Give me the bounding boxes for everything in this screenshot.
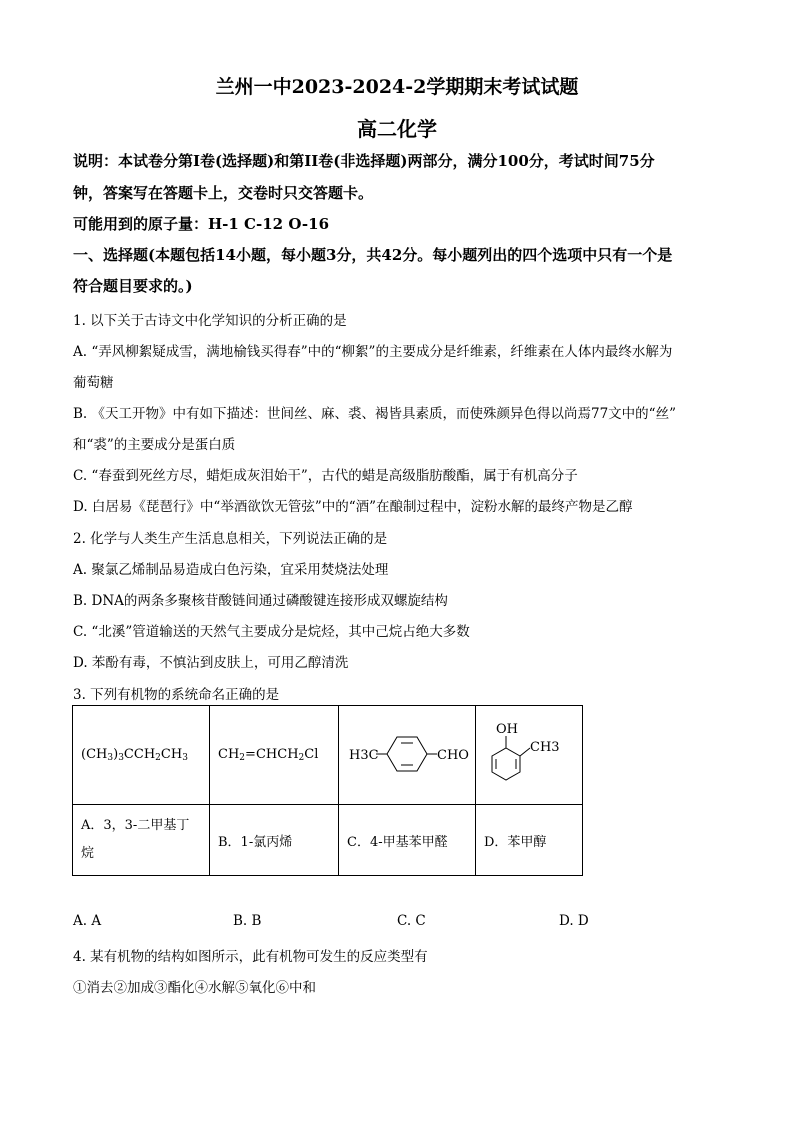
q3-structure-table xyxy=(72,705,583,876)
q1-option-d: D. 白居易《琵琶行》中“举酒欲饮无管弦”中的“酒”在酿制过程中，淀粉水解的最终产物是乙醇 xyxy=(73,499,633,515)
q3-name-d: D．苯甲醇 xyxy=(484,834,547,850)
q3-cell-formula-b xyxy=(210,706,339,805)
exam-subtitle: 高二化学 xyxy=(357,117,437,141)
instructions-line1: 说明：本试卷分第I卷(选择题)和第II卷(非选择题)两部分，满分100分，考试时间75分 xyxy=(73,152,655,170)
q3-name-a-line2: 烷 xyxy=(81,846,95,861)
q1-stem: 1. 以下关于古诗文中化学知识的分析正确的是 xyxy=(73,313,347,329)
q3-answer-d: D. D xyxy=(559,913,589,929)
q1-option-b-line1: B. 《天工开物》中有如下描述：世间丝、麻、裘、褐皆具素质，而使殊颜异色得以尚焉77文中的“丝” xyxy=(73,406,676,422)
q2-option-a: A. 聚氯乙烯制品易造成白色污染，宜采用焚烧法处理 xyxy=(73,562,389,578)
q2-stem: 2. 化学与人类生产生活息息相关，下列说法正确的是 xyxy=(73,531,388,547)
q4-reaction-types: ①消去②加成③酯化④水解⑤氧化⑥中和 xyxy=(73,980,316,996)
q3-name-a xyxy=(73,812,209,868)
q3-answer-a: A. A xyxy=(73,913,102,929)
q3-formula-d-ch3: CH3 xyxy=(530,740,560,755)
q3-cell-name-b xyxy=(210,805,339,876)
q3-d-methyl-bond xyxy=(520,748,530,756)
q3-formula-c-right: CHO xyxy=(437,748,469,763)
q3-formula-d-oh: OH xyxy=(496,722,518,737)
q3-stem: 3. 下列有机物的系统命名正确的是 xyxy=(73,687,280,703)
q3-formula-a: $(CH_3)_3CCH_2CH_3$ xyxy=(81,747,188,763)
q1-option-c: C. “春蚕到死丝方尽，蜡炬成灰泪始干”，古代的蜡是高级脂肪酸酯，属于有机高分子 xyxy=(73,468,578,484)
exam-title: 兰州一中2023-2024-2学期期末考试试题 xyxy=(215,76,579,98)
q3-cell-formula-a xyxy=(73,706,210,805)
q3-formula-b: $CH_2=CHCH_2Cl$ xyxy=(218,747,319,763)
section-heading-line1: 一、选择题(本题包括14小题，每小题3分，共42分。每小题列出的四个选项中只有一个是 xyxy=(73,246,673,264)
q3-c-benzene-ring xyxy=(387,737,427,771)
q3-cell-formula-d xyxy=(476,706,583,805)
q2-option-b: B. DNA的两条多聚核苷酸链间通过磷酸键连接形成双螺旋结构 xyxy=(73,593,448,609)
section-heading-line2: 符合题目要求的。) xyxy=(73,277,193,295)
instructions-line2: 钟，答案写在答题卡上，交卷时只交答题卡。 xyxy=(73,184,374,202)
q3-name-b: B．1-氯丙烯 xyxy=(218,834,293,850)
q2-option-c: C. “北溪”管道输送的天然气主要成分是烷烃，其中己烷占绝大多数 xyxy=(73,624,470,640)
q3-cell-name-c xyxy=(339,805,476,876)
q3-structure-d-svg xyxy=(476,706,582,800)
q2-option-d: D. 苯酚有毒，不慎沾到皮肤上，可用乙醇清洗 xyxy=(73,655,349,671)
q1-option-b-line2: 和“裘”的主要成分是蛋白质 xyxy=(73,437,236,453)
q3-cell-name-d xyxy=(476,805,583,876)
q4-stem: 4. 某有机物的结构如图所示，此有机物可发生的反应类型有 xyxy=(73,949,428,965)
q1-option-a-line2: 葡萄糖 xyxy=(73,375,114,391)
q3-answer-b: B. B xyxy=(233,913,262,929)
q1-option-a-line1: A. “弄风柳絮疑成雪，满地榆钱买得春”中的“柳絮”的主要成分是纤维素，纤维素在人体内最终水解为 xyxy=(73,344,673,360)
q3-structure-c-svg xyxy=(339,706,475,800)
q3-cell-name-a xyxy=(73,805,210,876)
q3-cell-formula-c xyxy=(339,706,476,805)
q3-name-c: C．4-甲基苯甲醛 xyxy=(347,834,448,850)
q3-answer-c: C. C xyxy=(397,913,426,929)
q3-formula-c-left: H3C xyxy=(349,748,379,763)
atomic-mass-line: 可能用到的原子量：H-1 C-12 O-16 xyxy=(73,215,330,233)
q3-name-a-line1: A．3，3-二甲基丁 xyxy=(81,818,190,833)
